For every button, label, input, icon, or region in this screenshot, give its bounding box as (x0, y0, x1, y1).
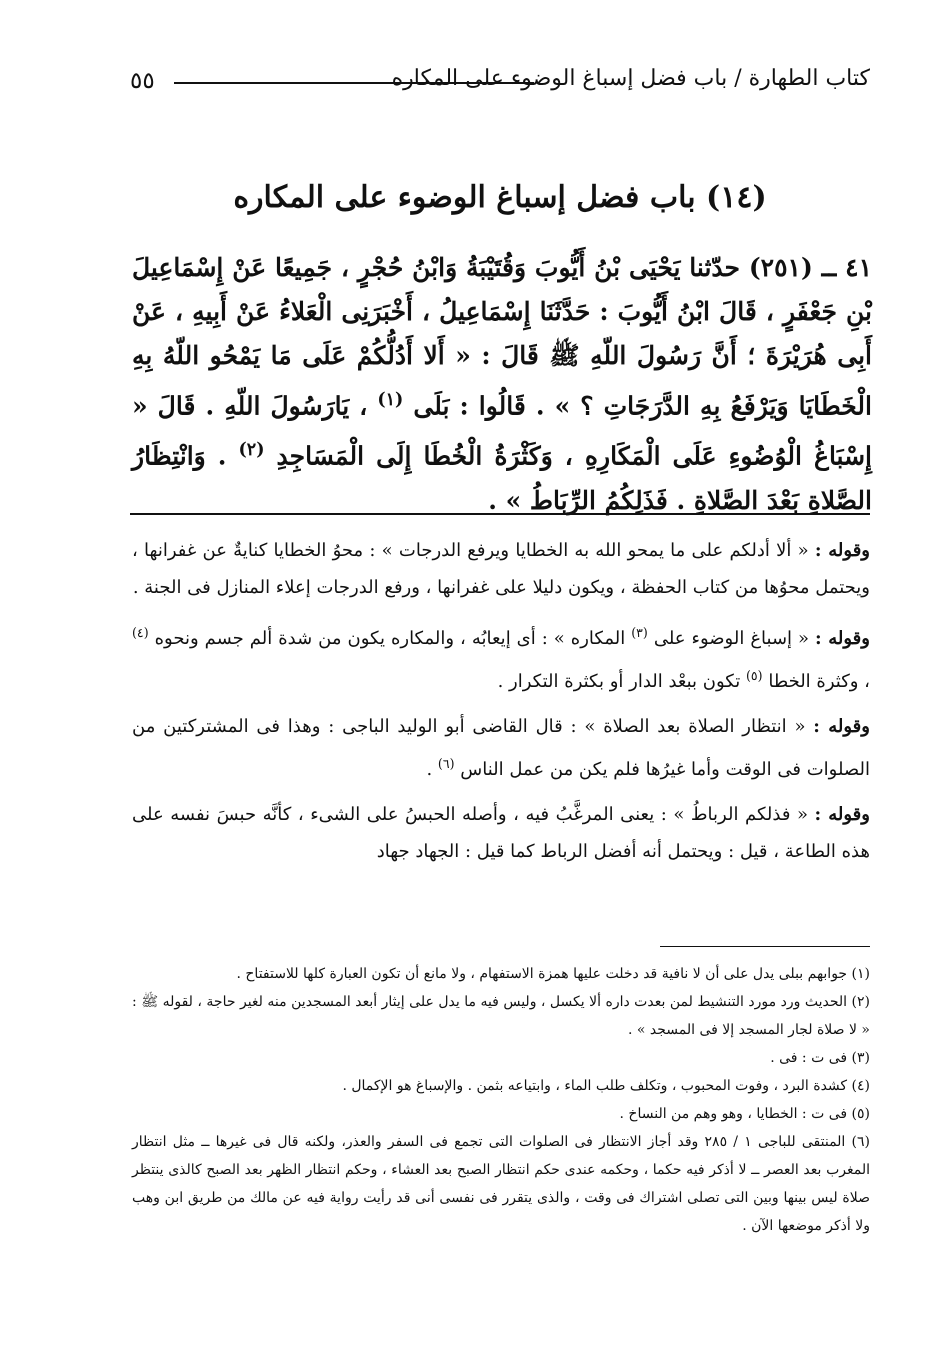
commentary-text: تكون ببعْد الدار أو بكثرة التكرار . (497, 671, 741, 692)
commentary-text: « إسباغ الوضوء على (653, 628, 810, 649)
commentary-text: « انتظار الصلاة بعد الصلاة » : قال القاضى أبو الوليد الباجى : وهذا فى المشتركتين من الصلوات فى الوقت وأما غيرُها فلم يكن من عمل الناس (132, 716, 870, 780)
footnote-ref-1[interactable]: (١) (377, 390, 404, 410)
commentary-lead: وقوله : (815, 628, 870, 649)
hadith-text (132, 246, 872, 523)
section-divider (130, 513, 870, 515)
chapter-title: (١٤) باب فضل إسباغ الوضوء على المكاره (233, 180, 767, 215)
footnotes (132, 960, 870, 1240)
commentary-paragraph (132, 614, 870, 700)
footnote-2: (٢) الحديث ورد مورد التنشيط لمن بعدت داره ألا يكسل ، وليس فيه ما يدل على إيثار أبعد المسجدين منه لغير حاجة ، لقوله ﷺ : « لا صلاة لجار المسجد إلا فى المسجد » . (132, 994, 870, 1038)
hadith-part-1: ٤١ ــ (٢٥١) حدّثنا يَحْيَى بْنُ أَيُّوبَ وَقُتَيْبَةُ وَابْنُ حُجْرٍ ، جَمِيعًا عَنْ إِسْمَاعِيلَ بْنِ جَعْفَرٍ ، قَالَ ابْنُ أَيُّوبَ : حَدَّثَنَا إِسْمَاعِيلُ ، أَخْبَرَنِى الْعَلاءُ عَنْ أَبِيهِ ، عَنْ أَبِى هُرَيْرَةَ ؛ أَنَّ رَسُولَ اللّهِ ﷺ قَالَ : « أَلا أَدُلُّكُمْ عَلَى مَا يَمْحُو اللّهُ بِهِ الْخَطَايَا وَيَرْفَعُ بِهِ الدَّرَجَاتِ ؟ » . قَالُوا : بَلَى (132, 253, 872, 421)
footnote-5: (٥) فى ت : الخطايا ، وهو وهم من النساخ . (619, 1106, 870, 1122)
commentary-paragraph (132, 796, 870, 870)
commentary-lead: وقوله : (813, 716, 870, 737)
commentary-paragraph (132, 532, 870, 606)
commentary-lead: وقوله : (814, 540, 870, 561)
running-header (130, 62, 870, 98)
footnote-divider (660, 946, 870, 947)
commentary-text: ، وكثرة الخطا (768, 671, 870, 692)
footnote-ref-3[interactable]: (٣) (631, 625, 648, 640)
footnote-ref-5[interactable]: (٥) (745, 668, 763, 683)
commentary-paragraph (132, 708, 870, 788)
footnote-3: (٣) فى ت : فى . (770, 1050, 870, 1066)
commentary-text: المكاره » : أى إيعابُه ، والمكاره يكون من شدة ألم جسم ونحوه (154, 628, 626, 649)
hadith-part-2: ، يَارَسُولَ اللّهِ . قَالَ « إِسْبَاغُ الْوُضُوءِ عَلَى الْمَكَارِهِ ، وَكَثْرَةُ الْخُطَا إِلَى الْمَسَاجِدِ (132, 391, 872, 471)
page-number: ٥٥ (130, 68, 155, 94)
commentary (132, 532, 870, 878)
footnote-1: (١) جوابهم ببلى يدل على أن لا نافية قد دخلت عليها همزة الاستفهام ، ولا مانع أن تكون العبارة كلها للاستفتاح . (236, 966, 870, 982)
commentary-lead: وقوله : (814, 804, 870, 825)
commentary-text: « فذلكم الرباطُ » : يعنى المرغَّبُ فيه ، وأصله الحبسُ على الشىء ، كأنَّه حبسَ نفسه على هذه الطاعة ، قيل : ويحتمل أنه أفضل الرباط كما قيل : الجهاد جهاد (132, 804, 870, 862)
running-title: كتاب الطهارة / باب فضل إسباغ الوضوء على المكاره (391, 66, 870, 91)
footnote-ref-6[interactable]: (٦) (437, 756, 455, 771)
hadith-part-3: . وَانْتِظَارُ الصَّلاةِ بَعْدَ الصَّلاةِ . فَذَلِكُمُ الرِّبَاطُ » . (132, 441, 872, 515)
footnote-ref-2[interactable]: (٢) (238, 440, 265, 461)
footnote-4: (٤) كشدة البرد ، وفوت المحبوب ، وتكلف طلب الماء ، وابتياعه بثمن . والإسباغ هو الإكمال . (342, 1078, 870, 1094)
footnote-6: (٦) المنتقى للباجى ١ / ٢٨٥ وقد أجاز الانتظار فى الصلوات التى تجمع فى السفر والعذر، ولكنه قال فى غيرها ــ مثل انتظار المغرب بعد العصر ــ لا أذكر فيه حكما ، وحكمه عندى حكم انتظار الصبح بعد العشاء ، وحكم انتظار الظهر بعد الصبح كالذى ينتظر صلاة ليس بينها وبين التى تصلى اشتراك فى وقت ، والذى يتقرر فى نفسى أنى قد رأيت رواية فيه عن مالك من طريق ابن وهب ولا أذكر موضعها الآن . (132, 1134, 870, 1234)
commentary-text: . (426, 759, 433, 780)
commentary-text: « ألا أدلكم على ما يمحو الله به الخطايا ويرفع الدرجات » : محوُ الخطايا كنايةٌ عن غفرانها ، ويحتمل محوُها من كتاب الحفظة ، ويكون دليلا على غفرانها ، ورفع الدرجات إعلاء المنازل فى الجنة . (132, 540, 870, 598)
footnote-ref-4[interactable]: (٤) (132, 625, 149, 640)
